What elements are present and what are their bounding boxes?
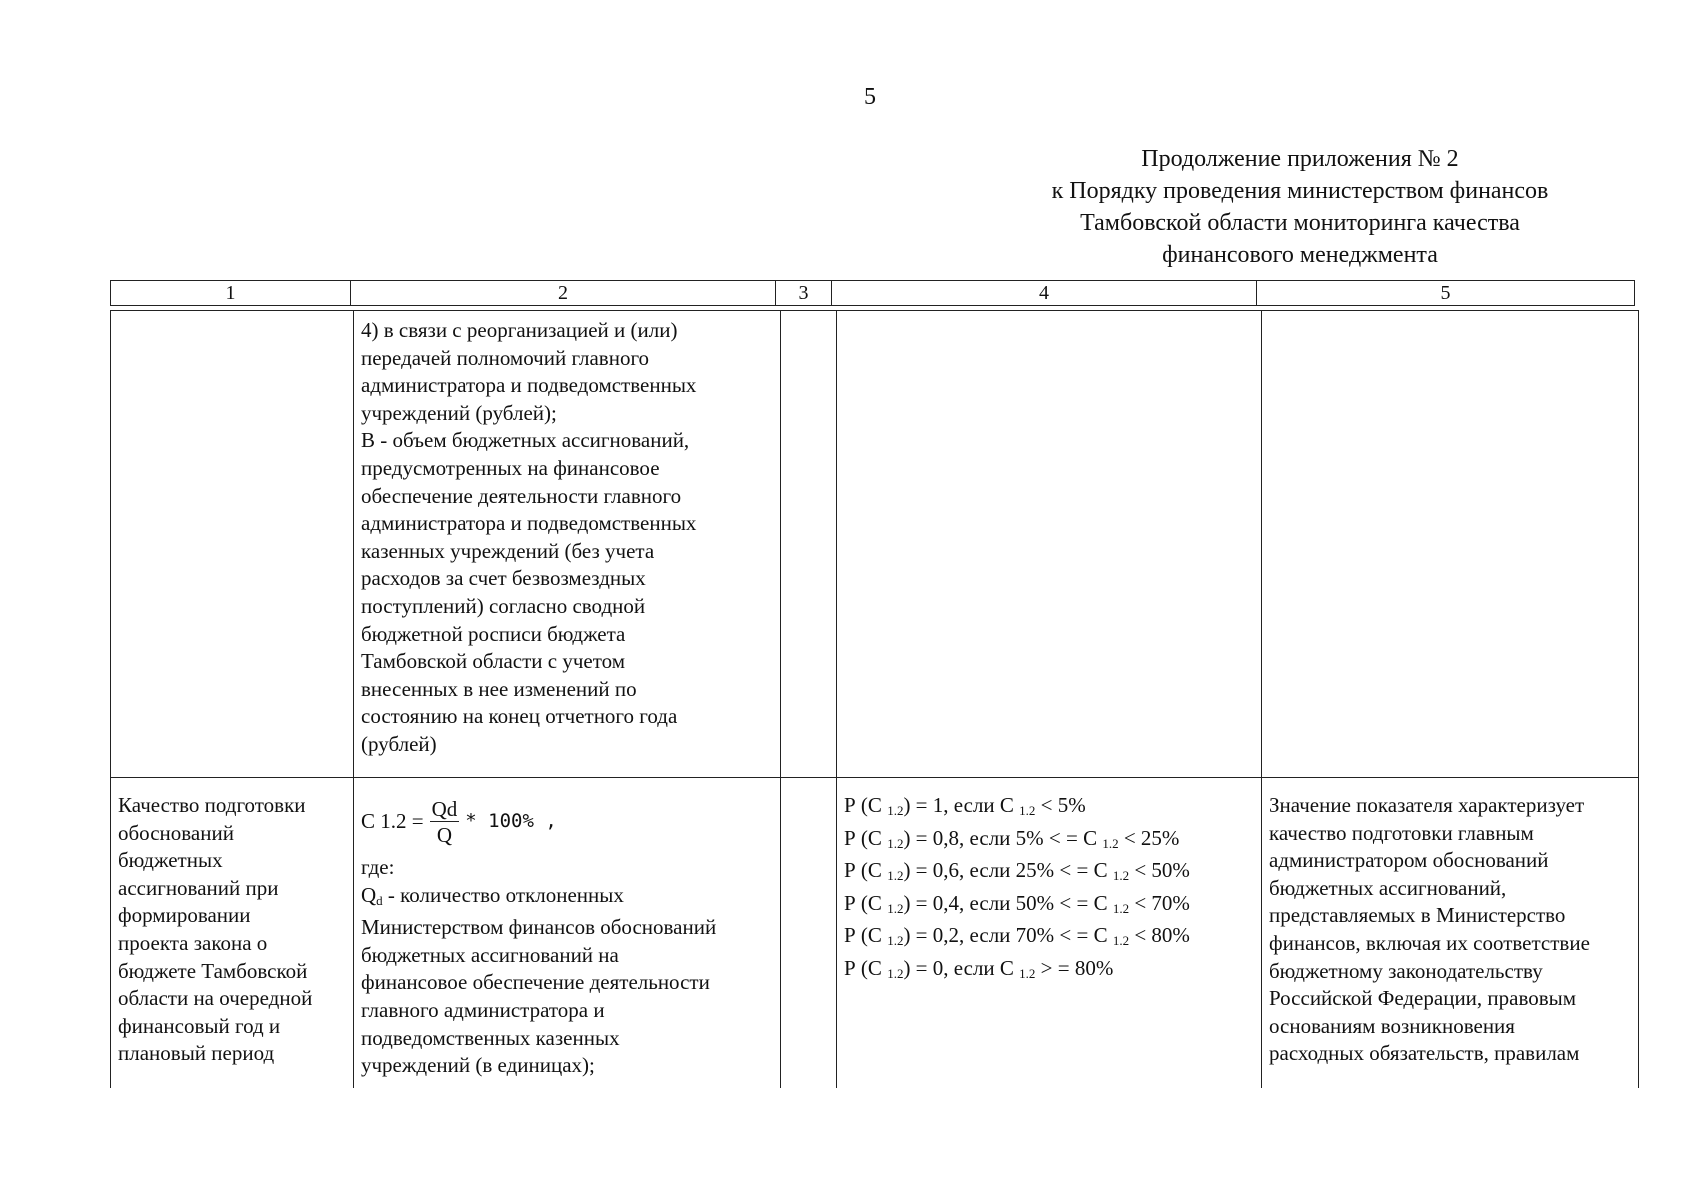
appendix-header-line: Продолжение приложения № 2	[1141, 146, 1459, 172]
text-line: области на очередной	[118, 986, 313, 1011]
cell-r1-c1	[111, 311, 354, 778]
qd-subscript: d	[376, 892, 383, 908]
text-line: формировании	[118, 903, 251, 928]
text-line: бюджетной росписи бюджета	[361, 621, 626, 646]
qd-text: - количество отклоненных	[382, 882, 624, 907]
qd-symbol: Q	[361, 882, 377, 907]
score-rules	[844, 792, 1254, 988]
text-line: финансовое обеспечение деятельности	[361, 970, 710, 995]
rule-text: ) = 1, если С	[903, 793, 1020, 817]
text-line: плановый период	[118, 1041, 275, 1066]
rule-text: < 80%	[1129, 923, 1190, 948]
score-rule-line	[844, 955, 1254, 988]
formula-fraction	[430, 797, 460, 848]
text-line: предусмотренных на финансовое	[361, 455, 660, 480]
text-line: администратора и подведомственных	[361, 373, 697, 398]
text-line: обоснований	[118, 820, 234, 845]
column-number-5: 5	[1257, 281, 1635, 306]
subscript: 1.2	[887, 868, 904, 884]
cell-r2-c1	[111, 778, 354, 1089]
text-line: бюджетных ассигнований на	[361, 942, 619, 967]
score-rule-line	[844, 792, 1254, 825]
rule-text: < 5%	[1035, 793, 1086, 817]
cell-r1-c5	[1262, 311, 1639, 778]
text-line: В - объем бюджетных ассигнований,	[361, 428, 690, 453]
text-line: обеспечение деятельности главного	[361, 483, 682, 508]
table-row	[111, 778, 1639, 1089]
b-definition-text	[361, 317, 773, 759]
cell-r2-c4	[837, 778, 1262, 1089]
rule-text: Р (С	[844, 923, 888, 948]
table-row	[111, 311, 1639, 778]
text-line: ассигнований при	[118, 875, 279, 900]
appendix-header-line: Тамбовской области мониторинга качества	[1080, 210, 1520, 236]
column-number-4: 4	[832, 281, 1257, 306]
cell-r2-c2	[354, 778, 781, 1089]
where-label: где:	[361, 855, 395, 879]
formula-rhs: * 100% ,	[465, 810, 557, 833]
subscript: 1.2	[887, 835, 904, 851]
rule-text: < 70%	[1129, 890, 1190, 915]
c12-formula	[361, 792, 773, 852]
appendix-header-line: к Порядку проведения министерством финансов	[1051, 178, 1549, 204]
text-line: казенных учреждений (без учета	[361, 538, 655, 563]
subscript: 1.2	[1112, 900, 1130, 916]
qd-definition-first-line	[361, 882, 773, 915]
cell-r2-c3	[781, 778, 837, 1089]
text-line: 4) в связи с реорганизацией и (или)	[361, 318, 678, 342]
cell-r1-c2	[354, 311, 781, 778]
text-line: учреждений (в единицах);	[361, 1053, 595, 1078]
rule-text: ) = 0,4, если 50% < = С	[903, 890, 1113, 915]
page-number: 5	[864, 84, 876, 110]
column-number-3: 3	[776, 281, 832, 306]
text-line: (рублей)	[361, 731, 437, 756]
formula-denominator: Q	[436, 822, 453, 847]
score-rule-line	[844, 825, 1254, 858]
subscript: 1.2	[1112, 868, 1130, 884]
subscript: 1.2	[1019, 965, 1036, 981]
formula-lhs: С 1.2 =	[361, 809, 424, 834]
text-line: Качество подготовки	[118, 793, 306, 817]
rule-text: Р (С	[844, 825, 888, 850]
rule-text: ) = 0,2, если 70% < = С	[903, 923, 1113, 948]
text-line: расходных обязательств, правилам	[1269, 1041, 1580, 1066]
text-line: Значение показателя характеризует	[1269, 793, 1585, 817]
text-line: проекта закона о	[118, 930, 268, 955]
text-line: администратором обоснований	[1269, 848, 1549, 873]
appendix-header	[980, 143, 1620, 271]
rule-text: Р (С	[844, 858, 888, 883]
formula-numerator: Qd	[431, 796, 458, 821]
rule-text: Р (С	[844, 955, 888, 980]
column-number-header	[110, 280, 1635, 306]
text-line: качество подготовки главным	[1269, 820, 1534, 845]
rule-text: ) = 0, если С	[903, 955, 1020, 980]
indicator-table	[110, 310, 1639, 1088]
subscript: 1.2	[887, 803, 904, 818]
text-line: Российской Федерации, правовым	[1269, 986, 1577, 1011]
subscript: 1.2	[1112, 933, 1130, 949]
text-line: поступлений) согласно сводной	[361, 593, 646, 618]
text-line: подведомственных казенных	[361, 1025, 620, 1050]
text-line: передачей полномочий главного	[361, 345, 650, 370]
rule-text: ) = 0,6, если 25% < = С	[903, 858, 1113, 883]
subscript: 1.2	[887, 900, 904, 916]
rule-text: < 50%	[1129, 858, 1190, 883]
score-rule-line	[844, 857, 1254, 890]
cell-r2-c5	[1262, 778, 1639, 1089]
qd-definition-text	[361, 914, 773, 1080]
text-line: финансов, включая их соответствие	[1269, 930, 1590, 955]
cell-r1-c3	[781, 311, 837, 778]
subscript: 1.2	[887, 933, 904, 949]
text-line: бюджетных	[118, 848, 223, 873]
subscript: 1.2	[887, 965, 904, 981]
rule-text: Р (С	[844, 793, 888, 817]
text-line: состоянию на конец отчетного года	[361, 704, 678, 729]
text-line: расходов за счет безвозмездных	[361, 566, 646, 591]
text-line: бюджетных ассигнований,	[1269, 875, 1507, 900]
indicator-description	[1269, 792, 1631, 1068]
column-number-2: 2	[351, 281, 776, 306]
text-line: администратора и подведомственных	[361, 511, 697, 536]
rule-text: < 25%	[1118, 825, 1180, 850]
text-line: Тамбовской области с учетом	[361, 649, 626, 674]
text-line: учреждений (рублей);	[361, 400, 557, 425]
rule-text: ) = 0,8, если 5% < = С	[903, 825, 1103, 850]
text-line: Министерством финансов обоснований	[361, 915, 717, 940]
score-rule-line	[844, 890, 1254, 923]
text-line: главного администратора и	[361, 997, 605, 1022]
rule-text: Р (С	[844, 890, 888, 915]
column-number-1: 1	[111, 281, 351, 306]
text-line: внесенных в нее изменений по	[361, 676, 637, 701]
text-line: финансовый год и	[118, 1013, 281, 1038]
text-line: основаниям возникновения	[1269, 1013, 1515, 1038]
text-line: бюджетному законодательству	[1269, 958, 1543, 983]
indicator-name	[118, 792, 346, 1068]
subscript: 1.2	[1019, 803, 1036, 818]
rule-text: > = 80%	[1035, 955, 1114, 980]
text-line: бюджете Тамбовской	[118, 958, 308, 983]
score-rule-line	[844, 922, 1254, 955]
cell-r1-c4	[837, 311, 1262, 778]
text-line: представляемых в Министерство	[1269, 903, 1566, 928]
appendix-header-line: финансового менеджмента	[1162, 242, 1438, 268]
subscript: 1.2	[1102, 835, 1119, 851]
